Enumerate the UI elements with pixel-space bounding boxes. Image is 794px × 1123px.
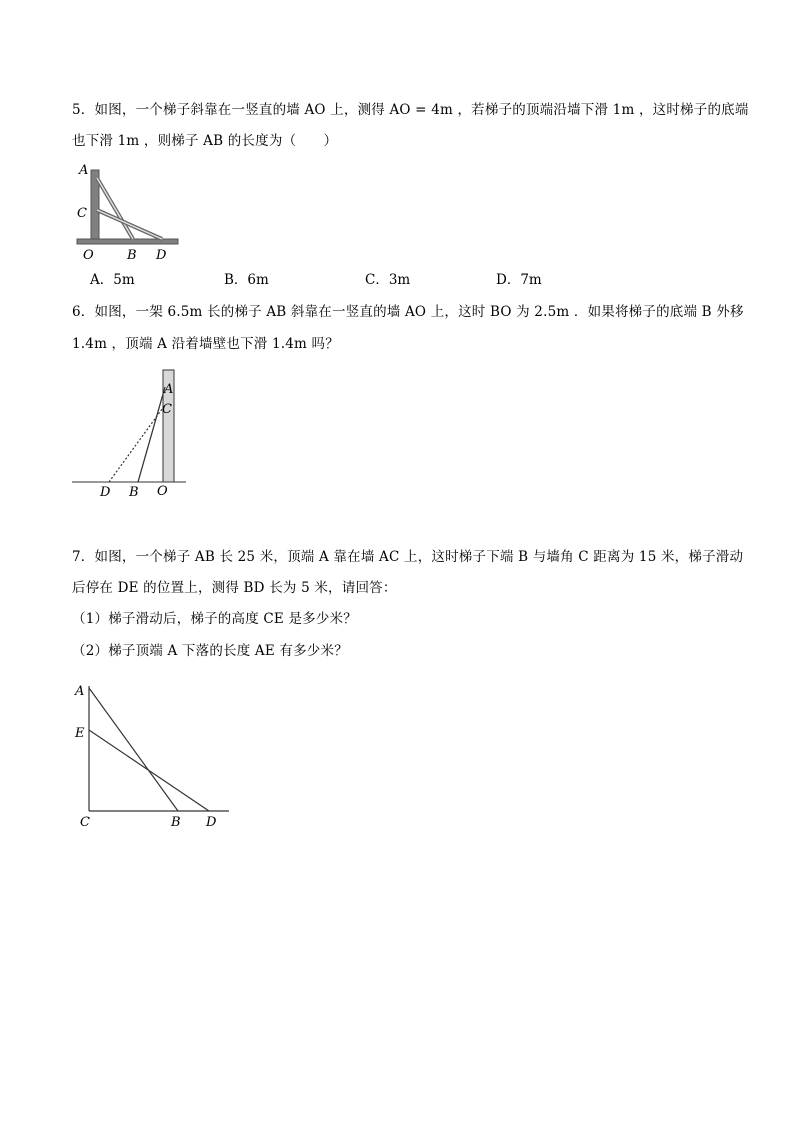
q7-ladder-ed: [89, 730, 209, 811]
q7-label-c: C: [80, 815, 90, 830]
q6-label-d: D: [100, 485, 111, 500]
q7-label-d: D: [206, 815, 217, 830]
q5-option-c: C．3m: [365, 272, 411, 288]
q5-text-line1: 5．如图，一个梯子斜靠在一竖直的墙 AO 上，测得 AO = 4m ，若梯子的顶端沿墙下滑 1m ，这时梯子的底端: [72, 102, 749, 118]
q6-figure: [68, 365, 198, 500]
q6-label-a: A: [164, 382, 174, 397]
q7-text-line1: 7．如图，一个梯子 AB 长 25 米，顶端 A 靠在墙 AC 上，这时梯子下端 B 与墙角 C 距离为 15 米，梯子滑动: [72, 549, 744, 565]
q7-ladder-ab: [89, 688, 178, 811]
q6-text-line2: 1.4m ，顶端 A 沿着墙壁也下滑 1.4m 吗？: [72, 336, 339, 352]
q5-label-o: O: [83, 248, 94, 263]
q6-label-c: C: [162, 402, 172, 417]
q7-sub-question-1: （1）梯子滑动后，梯子的高度 CE 是多少米？: [72, 611, 357, 627]
q6-label-b: B: [129, 485, 139, 500]
q5-option-b: B．6m: [224, 272, 269, 288]
q5-text-line2: 也下滑 1m ，则梯子 AB 的长度为（ ）: [72, 133, 338, 149]
q6-ladder-dc: [109, 405, 165, 482]
q5-label-a: A: [79, 163, 89, 178]
q7-sub-question-2: （2）梯子顶端 A 下落的长度 AE 有多少米？: [72, 643, 348, 659]
q7-label-b: B: [171, 815, 181, 830]
q7-label-a: A: [75, 684, 85, 699]
q5-ground: [77, 239, 178, 244]
q7-text-line2: 后停在 DE 的位置上，测得 BD 长为 5 米，请回答：: [72, 580, 397, 596]
q5-label-d: D: [156, 248, 167, 263]
q5-option-d: D．7m: [496, 272, 542, 288]
q6-label-o: O: [157, 484, 168, 499]
q5-figure: [68, 158, 198, 266]
q7-label-e: E: [75, 726, 85, 741]
q6-text-line1: 6．如图，一架 6.5m 长的梯子 AB 斜靠在一竖直的墙 AO 上，这时 BO 为 2.5m ．如果将梯子的底端 B 外移: [72, 304, 744, 320]
q5-option-a: A．5m: [90, 272, 135, 288]
q5-label-c: C: [77, 206, 87, 221]
q6-ladder-ab: [138, 387, 165, 482]
q5-label-b: B: [127, 248, 137, 263]
q7-figure: [68, 676, 238, 836]
